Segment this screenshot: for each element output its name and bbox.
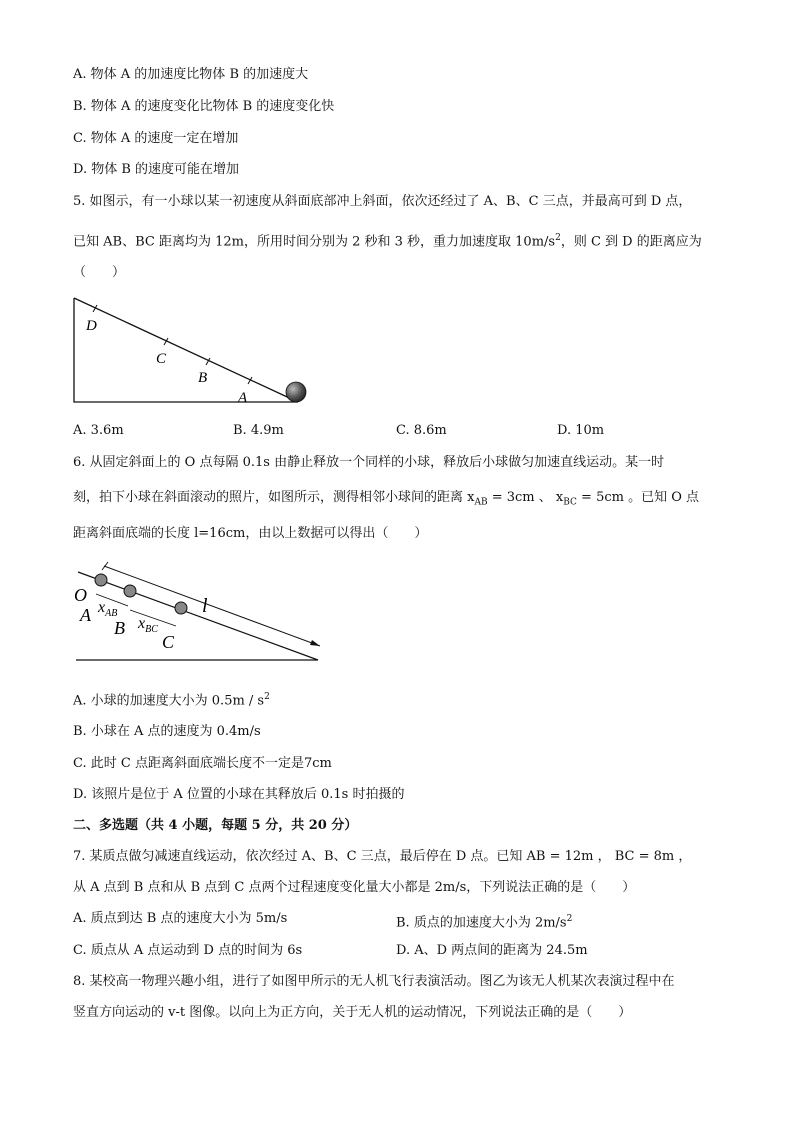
q4-option-b: B. 物体 A 的速度变化比物体 B 的速度变化快 bbox=[73, 99, 335, 114]
incline-figure-q5 bbox=[60, 290, 330, 410]
q7-stem-line1: 7. 某质点做匀减速直线运动，依次经过 A、B、C 三点，最后停在 D 点。已知 AB = 12m ， BC = 8m ， bbox=[73, 849, 692, 864]
label-d: D bbox=[86, 318, 97, 334]
q5-stem-line2: 已知 AB、BC 距离均为 12m，所用时间分别为 2 秒和 3 秒，重力加速度取 $10m/s^2$，则 C 到 D 的距离应为 bbox=[73, 233, 702, 250]
q5-option-c: C. 8.6m bbox=[396, 423, 447, 438]
label-b: B bbox=[198, 370, 208, 386]
label-xbc: $x_{BC}$ bbox=[138, 615, 158, 635]
q6-option-a: A. 小球的加速度大小为 $0.5m / s^2$ bbox=[73, 692, 270, 709]
ball bbox=[286, 382, 306, 402]
section-heading: 二、多选题（共 4 小题，每题 5 分，共 20 分） bbox=[73, 818, 358, 833]
label-c: C bbox=[162, 632, 175, 652]
q7-option-b: B. 质点的加速度大小为 $2m/s^2$ bbox=[396, 914, 573, 931]
q6-option-b: B. 小球在 A 点的速度为 0.4m/s bbox=[73, 724, 261, 739]
label-a: A bbox=[238, 390, 248, 406]
q6-option-d: D. 该照片是位于 A 位置的小球在其释放后 0.1s 时拍摄的 bbox=[73, 787, 405, 802]
q7-stem-line2: 从 A 点到 B 点和从 B 点到 C 点两个过程速度变化量大小都是 2m/s，下列说法正确的是（ ） bbox=[73, 880, 636, 895]
q5-stem-line3: （ ） bbox=[73, 265, 126, 280]
q6-option-c: C. 此时 C 点距离斜面底端长度不一定是7cm bbox=[73, 756, 332, 771]
ball-c bbox=[175, 602, 187, 614]
q8-stem-line2: 竖直方向运动的 v-t 图像。以向上为正方向，关于无人机的运动情况，下列说法正确的是（ ） bbox=[73, 1005, 632, 1020]
q7-option-a: A. 质点到达 B 点的速度大小为 5m/s bbox=[73, 911, 288, 926]
q5-option-b: B. 4.9m bbox=[233, 423, 284, 438]
label-c: C bbox=[156, 351, 167, 367]
q5-option-d: D. 10m bbox=[557, 423, 605, 438]
label-o: O bbox=[74, 585, 87, 605]
incline-figure-q6 bbox=[68, 558, 338, 668]
q7-option-d: D. A、D 两点间的距离为 24.5m bbox=[396, 943, 588, 958]
label-a: A bbox=[80, 605, 91, 625]
label-b: B bbox=[114, 618, 125, 638]
label-l: l bbox=[202, 595, 208, 617]
q4-option-d: D. 物体 B 的速度可能在增加 bbox=[73, 162, 240, 177]
q5-stem-line1: 5. 如图示，有一小球以某一初速度从斜面底部冲上斜面，依次还经过了 A、B、C 三点，并最高可到 D 点， bbox=[73, 194, 692, 209]
q7-option-c: C. 质点从 A 点运动到 D 点的时间为 6s bbox=[73, 943, 303, 958]
q4-option-a: A. 物体 A 的加速度比物体 B 的加速度大 bbox=[73, 67, 309, 82]
q6-stem-line3: 距离斜面底端的长度 l=16cm，由以上数据可以得出（ ） bbox=[73, 526, 428, 541]
q5-option-a: A. 3.6m bbox=[73, 423, 124, 438]
q6-stem-line1: 6. 从固定斜面上的 O 点每隔 0.1s 由静止释放一个同样的小球，释放后小球做匀加速直线运动。某一时 bbox=[73, 455, 665, 470]
q6-stem-line2: 刻，拍下小球在斜面滚动的照片，如图所示，测得相邻小球间的距离 $x_{AB} = 3cm$ 、 $x_{BC} = 5cm$ 。已知 O 点 bbox=[73, 490, 699, 508]
ball-a bbox=[95, 574, 107, 586]
q8-stem-line1: 8. 某校高一物理兴趣小组，进行了如图甲所示的无人机飞行表演活动。图乙为该无人机某次表演过程中在 bbox=[73, 974, 675, 989]
ball-b bbox=[124, 585, 136, 597]
label-xab: $x_{AB}$ bbox=[98, 599, 118, 619]
q4-option-c: C. 物体 A 的速度一定在增加 bbox=[73, 131, 239, 146]
